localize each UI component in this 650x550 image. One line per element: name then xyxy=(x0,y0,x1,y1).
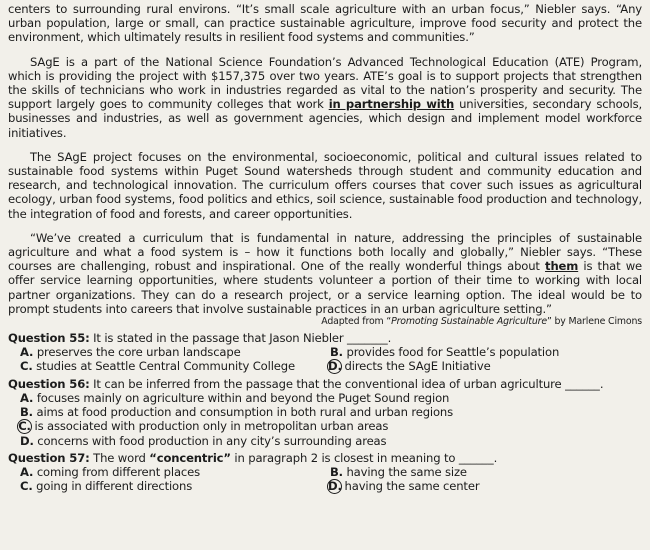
circled-option-letter: C. xyxy=(18,419,31,434)
option-text: concerns with food production in any city’s surrounding areas xyxy=(33,434,387,449)
question-label: Question 55: xyxy=(8,331,90,346)
option-letter: A. xyxy=(20,391,34,406)
option-letter: B. xyxy=(330,345,343,360)
option-text: having the same size xyxy=(342,465,467,480)
option-text: going in different directions xyxy=(32,479,193,494)
option-d-circled[interactable] xyxy=(318,359,638,374)
answer-blank: ______. xyxy=(458,451,498,466)
option-a[interactable] xyxy=(8,465,318,479)
paragraph-text: SAgE is a part of the National Science Foundation’s Advanced Technological Education (ATE) Program, which is providing the project with $157,375 over two years. ATE’s goal is to support projects that strengthen the skills of technicians who work in industries regarded as vital to the nation’s prosperity and security. The support largely goes to community colleges that work xyxy=(8,54,642,112)
attribution-suffix: ” by Marlene Cimons xyxy=(546,316,642,328)
option-text: provides food for Seattle’s population xyxy=(342,345,560,360)
option-text: preserves the core urban landscape xyxy=(33,345,241,360)
source-attribution xyxy=(8,316,642,328)
circled-option-letter: D. xyxy=(328,479,342,494)
option-letter: A. xyxy=(20,345,34,360)
underlined-phrase: in partnership with xyxy=(328,97,455,112)
passage-paragraph-1 xyxy=(8,2,642,45)
option-b[interactable] xyxy=(318,465,638,479)
question-text: It is stated in the passage that Jason Niebler xyxy=(89,331,348,346)
answer-blank: _______. xyxy=(347,331,392,346)
option-c[interactable] xyxy=(8,359,318,374)
option-text: focuses mainly on agriculture within and beyond the Puget Sound region xyxy=(33,391,450,406)
passage-paragraph-4 xyxy=(8,231,642,316)
option-a[interactable] xyxy=(8,391,642,405)
option-c-circled[interactable] xyxy=(8,419,642,434)
option-letter: C. xyxy=(20,479,33,494)
paragraph-text: universities, secondary schools, businesses and industries, as well as government agencies, which design and implement model workforce initiatives. xyxy=(8,97,643,140)
question-stem xyxy=(8,331,642,345)
answer-options xyxy=(8,465,642,494)
question-55 xyxy=(8,331,642,374)
option-text: having the same center xyxy=(341,479,480,494)
option-d[interactable] xyxy=(8,434,642,448)
question-keyword: “concentric” xyxy=(149,451,231,466)
option-letter: C. xyxy=(20,359,33,374)
option-letter: A. xyxy=(20,465,34,480)
passage-paragraph-2 xyxy=(8,55,642,140)
option-text: directs the SAgE Initiative xyxy=(341,359,491,374)
option-letter: B. xyxy=(330,465,343,480)
attribution-title: Promoting Sustainable Agriculture xyxy=(391,316,547,328)
paragraph-text: is that we offer service learning opportunities, where students volunteer a portion of their time to working with local partner organizations. They can do a research project, or a service learning option. The ideal would be to prompt students into careers that involve sustainable practices in an urban agriculture setting.” xyxy=(8,259,643,316)
question-56 xyxy=(8,377,642,448)
question-text: It can be inferred from the passage that the conventional idea of urban agriculture xyxy=(89,377,566,392)
question-stem xyxy=(8,377,642,391)
option-d-circled[interactable] xyxy=(318,479,638,494)
question-text: in paragraph 2 is closest in meaning to xyxy=(230,451,459,466)
paragraph-text: centers to surrounding rural environs. “It’s small scale agriculture with an urban focus,” Niebler says. “Any urban population, large or small, can practice sustainable agriculture, improve food security and protect the environment, which ultimately results in resilient food systems and communities.” xyxy=(8,2,642,45)
question-text: The word xyxy=(89,451,150,466)
circled-option-letter: D. xyxy=(328,359,342,374)
answer-blank: ______. xyxy=(565,377,604,392)
underlined-word: them xyxy=(545,259,579,274)
question-57 xyxy=(8,451,642,494)
option-text: aims at food production and consumption in both rural and urban regions xyxy=(32,405,454,420)
question-stem xyxy=(8,451,642,465)
answer-options xyxy=(8,391,642,448)
question-label: Question 56: xyxy=(8,377,90,392)
option-text: coming from different places xyxy=(33,465,201,480)
option-letter: B. xyxy=(20,405,33,420)
option-text: studies at Seattle Central Community College xyxy=(32,359,295,374)
option-letter: D. xyxy=(20,434,34,449)
passage-paragraph-3 xyxy=(8,150,642,221)
question-label: Question 57: xyxy=(8,451,90,466)
option-a[interactable] xyxy=(8,345,318,359)
option-text: is associated with production only in metropolitan urban areas xyxy=(31,419,389,434)
answer-options xyxy=(8,345,642,374)
attribution-prefix: Adapted from “ xyxy=(321,316,392,328)
option-b[interactable] xyxy=(318,345,638,359)
option-c[interactable] xyxy=(8,479,318,494)
paragraph-text: The SAgE project focuses on the environmental, socioeconomic, political and cultural issues related to sustainable food systems within Puget Sound watersheds through student and community education and research, and technological innovation. The curriculum offers courses that cover such issues as agricultural ecology, urban food systems, food politics and ethics, soil science, sustainable food production and technology, the integration of food and forests, and career opportunities. xyxy=(8,149,642,221)
option-b[interactable] xyxy=(8,405,642,419)
paragraph-text: “We’ve created a curriculum that is fundamental in nature, addressing the principles of sustainable agriculture and what a food system is – how it functions both locally and globally,” Niebler says. “These courses are challenging, robust and inspirational. One of the really wonderful things about xyxy=(8,230,642,274)
